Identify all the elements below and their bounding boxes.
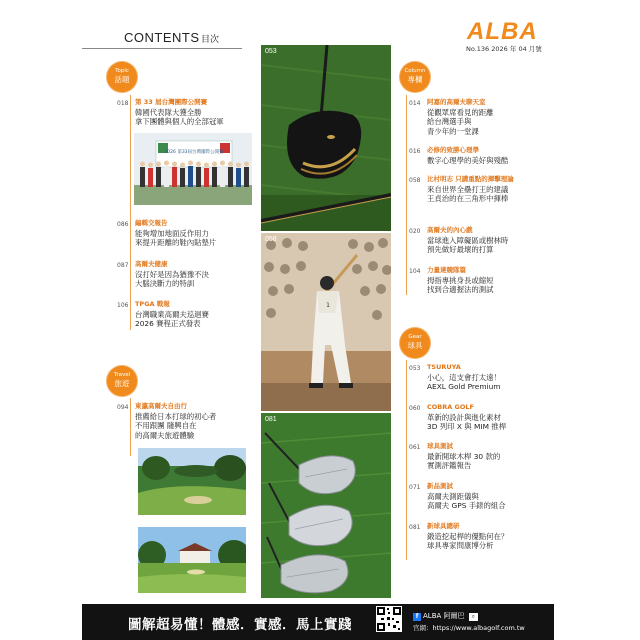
- contents-title-cn: 目次: [201, 35, 220, 45]
- facebook-link[interactable]: [413, 611, 478, 621]
- entry-line: 3D 列印 X 與 MIM 推桿: [427, 422, 507, 431]
- qr-code-icon[interactable]: [376, 606, 402, 632]
- entry-line: 拇指專挑身長或縮短: [427, 275, 494, 285]
- page-number: 018: [117, 100, 129, 107]
- footer-slogan: 圖解超易懂！體感．實感．馬上實踐: [128, 617, 352, 633]
- page-number: 071: [409, 484, 421, 491]
- topic-badge-cn: 話題: [114, 75, 130, 84]
- contents-title: CONTENTS: [124, 30, 200, 45]
- contents-entry-016[interactable]: [409, 146, 559, 165]
- golf-course-photo: [138, 448, 246, 515]
- contents-entry-058[interactable]: [409, 175, 559, 204]
- entry-line: 預先做好最壞的打算: [427, 245, 494, 254]
- entry-line: 革新的設計與進化素材: [427, 412, 501, 422]
- entry-line: 的高爾夫旅遊體驗: [135, 430, 195, 440]
- column-section-badge: [400, 62, 430, 92]
- page-number: 058: [409, 177, 421, 184]
- entry-line: 來自世界全壘打王的建議: [427, 184, 509, 194]
- column-badge-cn: 專欄: [407, 75, 423, 84]
- column-section-line: [406, 95, 407, 295]
- photo-page-number: 081: [265, 416, 277, 423]
- entry-line: 鍛造挖起桿的優點何在？: [427, 531, 509, 541]
- entry-line: 沒打好是因為猶豫不決: [135, 269, 209, 279]
- contents-entry-087[interactable]: [117, 260, 257, 289]
- award-ceremony-photo: [134, 133, 252, 205]
- contents-entry-020[interactable]: [409, 226, 559, 255]
- entry-line: 青少年的一堂課: [427, 126, 479, 136]
- travel-section-badge: [107, 366, 137, 396]
- contents-entry-086[interactable]: [117, 219, 257, 248]
- entry-line: 高爾夫 GPS 手錶的組合: [427, 501, 506, 510]
- entry-category: 必修的致勝心理學: [427, 146, 479, 154]
- column-badge-en: Column: [404, 68, 426, 74]
- contents-entry-094[interactable]: [117, 402, 257, 440]
- entry-line: 最新開球木桿 30 款的: [427, 451, 501, 461]
- contents-entry-104[interactable]: [409, 266, 559, 295]
- contents-entry-018[interactable]: [117, 98, 257, 127]
- page-number: 086: [117, 221, 129, 228]
- entry-category: 新品測試: [427, 482, 453, 490]
- page-number: 087: [117, 262, 129, 269]
- contents-entry-053[interactable]: [409, 363, 559, 392]
- entry-line: 球具專家問康博分析: [427, 541, 494, 550]
- gear-section-badge: [400, 328, 430, 358]
- page-number: 060: [409, 405, 421, 412]
- entry-category: 高爾夫的內心戲: [427, 226, 473, 234]
- travel-badge-en: Travel: [113, 372, 131, 378]
- entry-category: 新球具總研: [427, 522, 460, 530]
- entry-category: COBRA GOLF: [427, 403, 474, 411]
- page-number: 104: [409, 268, 421, 275]
- entry-category: 力量達競隊篇: [427, 266, 466, 274]
- entry-line: 大腦決斷力的特訓: [135, 279, 195, 288]
- entry-line: 韓國代表隊大獲全勝: [135, 107, 202, 117]
- gear-section-line: [406, 360, 407, 560]
- entry-line: 從觀眾席看見的距離: [427, 107, 494, 117]
- contents-entry-081[interactable]: [409, 522, 559, 551]
- svg-text:1: 1: [326, 302, 330, 309]
- gear-badge-en: Gear: [408, 334, 422, 340]
- entry-category: 第 33 屆台灣團際公開賽: [135, 98, 208, 106]
- gear-badge-cn: 球具: [407, 341, 423, 350]
- header-divider: [82, 48, 242, 49]
- topic-badge-en: Topic: [115, 68, 129, 74]
- baseball-batter-photo: [261, 233, 391, 411]
- entry-line: 當球進入障礙區或樹林時: [427, 235, 509, 245]
- alba-logo: ALBA: [467, 18, 538, 45]
- topic-section-line: [130, 95, 131, 330]
- entry-line: 王貞治的在三角形中揮棒: [427, 194, 509, 203]
- entry-category: 東瀛高爾夫自由行: [135, 402, 187, 410]
- entry-line: 來提升距離的鞋內貼墊片: [135, 238, 217, 247]
- entry-category: TSURUYA: [427, 363, 461, 371]
- travel-badge-cn: 旅遊: [114, 379, 130, 388]
- website-link[interactable]: 官網：https://www.albagolf.com.tw: [413, 624, 525, 632]
- page-number: 081: [409, 524, 421, 531]
- entry-line: 高爾夫測距儀與: [427, 491, 479, 501]
- entry-category: 阿嘉的高爾夫聊天室: [427, 98, 486, 106]
- page-number: 014: [409, 100, 421, 107]
- topic-section-badge: [107, 62, 137, 92]
- photo-page-number: 058: [265, 236, 277, 243]
- clubhouse-photo: [138, 527, 246, 593]
- entry-line: 給台灣選手與: [427, 117, 472, 126]
- facebook-icon: f: [413, 613, 421, 621]
- entry-category: 編輯交報告: [135, 219, 168, 227]
- contents-entry-061[interactable]: [409, 442, 559, 471]
- driver-club-photo: [261, 45, 391, 231]
- entry-line: 2026 賽程正式發表: [135, 319, 201, 328]
- entry-line: 實測評鑑報告: [427, 461, 472, 470]
- search-icon: ⌕: [469, 613, 478, 621]
- page-number: 053: [409, 365, 421, 372]
- ceremony-banner-text: 2026 第33屆台灣團際公開賽: [164, 150, 224, 155]
- contents-entry-060[interactable]: [409, 403, 559, 432]
- entry-line: 找到合適握法的測試: [427, 285, 494, 294]
- entry-line: 小心，這支會打太遠！: [427, 372, 501, 382]
- entry-line: 能夠增加地面反作用力: [135, 228, 209, 238]
- entry-line: 不用跟團 隨興自在: [135, 421, 197, 430]
- page-number: 106: [117, 302, 129, 309]
- entry-category: 球具測試: [427, 442, 453, 450]
- page-number: 061: [409, 444, 421, 451]
- entry-line: 數字心理學的美好與殘酷: [427, 155, 509, 165]
- issue-number: No.136 2026 年 04 月號: [466, 45, 542, 53]
- contents-entry-071[interactable]: [409, 482, 559, 511]
- page-number: 094: [117, 404, 129, 411]
- entry-category: TPGA 戰報: [135, 300, 170, 308]
- entry-category: 比村明志 只講重點的揮擊理論: [427, 175, 514, 183]
- wedge-clubs-photo: [261, 413, 391, 598]
- entry-line: AEXL Gold Premium: [427, 382, 501, 391]
- facebook-page-name: ALBA 阿爾巴: [423, 612, 465, 620]
- photo-page-number: 053: [265, 48, 277, 55]
- contents-entry-106[interactable]: [117, 300, 257, 329]
- page-number: 020: [409, 228, 421, 235]
- entry-line: 拿下團體與個人的全部冠軍: [135, 117, 224, 126]
- contents-entry-014[interactable]: [409, 98, 559, 136]
- entry-line: 台灣職業高爾夫巡迴賽: [135, 309, 209, 319]
- entry-line: 推薦給日本打球的初心者: [135, 411, 217, 421]
- entry-category: 高爾夫健康: [135, 260, 168, 268]
- page-number: 016: [409, 148, 421, 155]
